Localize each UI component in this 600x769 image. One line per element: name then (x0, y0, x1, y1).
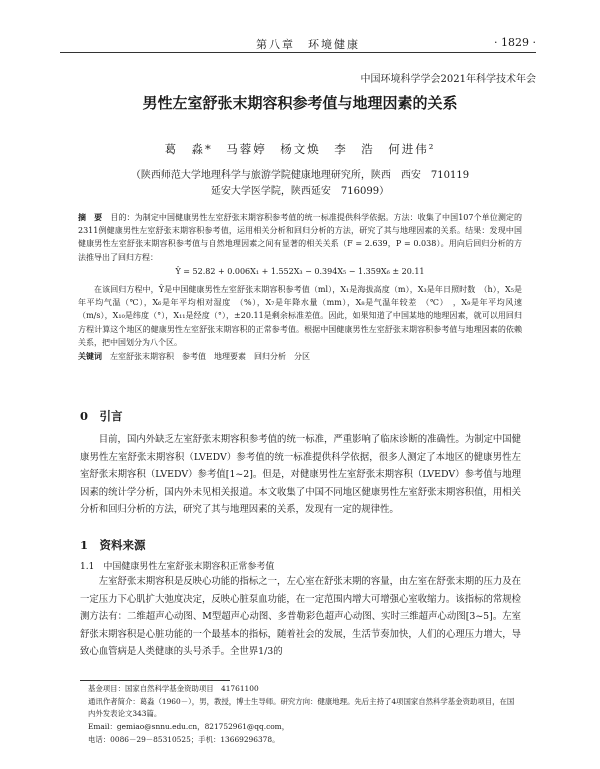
section-heading-data: 1 资料来源 (80, 538, 146, 552)
conference-name: 中国环境科学学会2021年科学技术年会 (360, 74, 536, 85)
regression-formula: Ŷ = 52.82 + 0.006X₁ + 1.552X₃ − 0.394X₅ − 1.359X₆ ± 20.11 (175, 266, 425, 276)
intro-paragraph: 目前，国内外缺乏左室舒张末期容积参考值的统一标准，严重影响了临床诊断的准确性。为制定中国健康男性左室舒张末期容积（LVEDV）参考值的统一标准提供科学依据，很多人测定了本地区的健康男性左室舒张末期容积（LVEDV）参考值[1~2]。但是，对健康男性左室舒张末期容积（LVEDV）参考值与地理因素的统计学分析，国内外未见相关报道。本文收集了中国不同地区健康男性左室舒张末期容积值，用相关分析和回归分析的方法，研究了其与地理因素的关系，发现有一定的规律性。 (80, 434, 521, 516)
paper-title: 男性左室舒张末期容积参考值与地理因素的关系 (142, 94, 458, 112)
abstract-text-2: 在该回归方程中，Ŷ是中国健康男性左室舒张末期容积参考值（ml），X₁是海拔高度（m），X₃是年日照时数 （h），X₅是年平均气温（℃），X₆是年平均相对湿度 （%），X₇是年降水量（mm），X₈是气温年较差 （℃） ，X₉是年平均风速（m/s），X₁₀是纬度（°），X₁₁是经度（°），±20.11是剩余标准差值。因此，如果知道了中国某地的地理因素，就可以用回归方程计算这个地区的健康男性左室舒张末期容积的正常参考值。根据中国健康男性左室舒张末期容积参考值与地理因素的依赖关系，把中国划分为八个区。 (78, 285, 522, 347)
footnote-phone: 电话：0086－29－85310525；手机：13669296378。 (88, 735, 280, 744)
affiliation-line-2: 延安大学医学院，陕西延安 716099） (210, 186, 390, 197)
keywords-label: 关键词 (78, 351, 102, 362)
section-heading-intro: 0 引言 (80, 409, 123, 423)
abstract-text: 目的：为制定中国健康男性左室舒张末期容积参考值的统一标准提供科学依据。方法：收集了中国107个单位测定的2311例健康男性左室舒张末期容积参考值，运用相关分析和回归分析的方法，研究了其与地理因素的关系。结果：发现中国健康男性左室舒张末期容积参考值与自然地理因素之间有显著的相关关系（F = 2.639，P = 0.038）。用向后回归分析的方法推导出了回归方程： (78, 213, 523, 262)
keywords-line (78, 350, 522, 363)
abstract-block (78, 211, 522, 363)
author-list: 葛 淼* 马蓉婷 杨文焕 李 浩 何进伟² (164, 142, 436, 156)
footnote-funding: 基金项目：国家自然科学基金资助项目 41761100 (88, 684, 259, 693)
keywords-text: 左室舒张末期容积 参考值 地理要素 回归分析 分区 (110, 352, 310, 362)
chapter-title: 第八章 环境健康 (256, 38, 360, 51)
subsection-heading: 1.1 中国健康男性左室舒张末期容积正常参考值 (80, 562, 275, 572)
running-header (60, 34, 536, 53)
footnote-divider (80, 680, 230, 681)
data-paragraph: 左室舒张末期容积是反映心功能的指标之一，左心室在舒张末期的容量，由左室在舒张末期的压力及在一定压力下心肌扩大弛度决定，反映心脏泵血功能，在一定范围内增大可增强心室收缩力。该指标的常规检测方法有：二维超声心动图、M型超声心动图、多普勒彩色超声心动图、实时三维超声心动图[3~5]。左室舒张末期容积是心脏功能的一个最基本的指标，随着社会的发展，生活节奏加快，人们的心理压力增大，导致心血管病是人类健康的头号杀手。全世界1/3的 (80, 576, 521, 658)
footnote-email: Email：gemiao@snnu.edu.cn，821752961@qq.com， (88, 722, 290, 731)
footnote-author-bio: 通讯作者简介：葛淼（1960－），男，教授，博士生导师。研究方向：健康地理。先后主持了4项国家自然科学基金资助项目，在国内外发表论文343篇。 (88, 697, 515, 718)
page-number: · 1829 · (494, 36, 536, 49)
abstract-label: 摘 要 (78, 212, 103, 222)
abstract-paragraph (78, 211, 522, 264)
affiliation-line-1: （陕西师范大学地理科学与旅游学院健康地理研究所，陕西 西安 710119 (130, 170, 470, 181)
